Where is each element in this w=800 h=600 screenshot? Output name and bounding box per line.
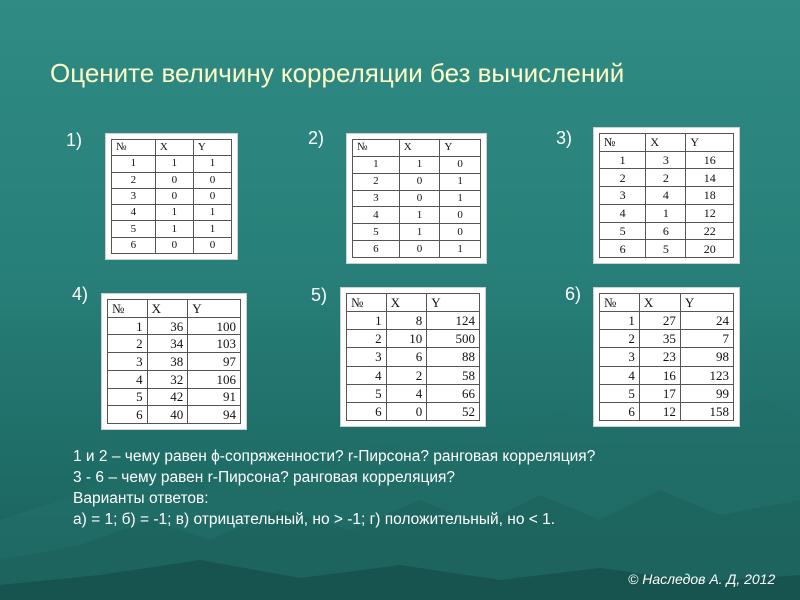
- table-row: [108, 353, 241, 371]
- header-no: №: [108, 300, 148, 318]
- cell: 0: [399, 173, 440, 190]
- header-y: Y: [188, 300, 241, 318]
- cell: 27: [639, 312, 680, 330]
- cell: 12: [639, 402, 680, 420]
- cell: 0: [193, 237, 231, 253]
- table-row: [112, 221, 232, 237]
- cell: 106: [188, 370, 241, 388]
- header-x: X: [155, 140, 193, 156]
- cell: 5: [600, 384, 640, 402]
- table-row: [353, 173, 481, 190]
- table-1-label: 1): [66, 130, 83, 150]
- table-row: [108, 317, 241, 335]
- table-5: [340, 287, 486, 427]
- cell: 10: [386, 330, 427, 348]
- cell: 1: [155, 156, 193, 172]
- cell: 0: [399, 241, 440, 258]
- table-row: [600, 402, 734, 420]
- table-3-label: 3): [556, 128, 573, 148]
- cell: 0: [440, 224, 481, 241]
- table-row: [600, 384, 734, 402]
- cell: 38: [147, 353, 188, 371]
- cell: 1: [440, 241, 481, 258]
- cell: 66: [427, 384, 480, 402]
- cell: 2: [600, 330, 640, 348]
- table-row: [600, 151, 734, 169]
- table-row: [108, 335, 241, 353]
- cell: 4: [112, 205, 156, 221]
- cell: 42: [147, 388, 188, 406]
- cell: 100: [188, 317, 241, 335]
- table-row: [347, 312, 480, 330]
- header-x: X: [386, 294, 427, 312]
- table-row: [112, 205, 232, 221]
- cell: 1: [155, 205, 193, 221]
- cell: 4: [386, 384, 427, 402]
- table-row: [347, 366, 480, 384]
- table-row: [600, 187, 734, 205]
- answer-options: а) = 1; б) = -1; в) отрицательный, но > -1; г) положительный, но < 1.: [73, 511, 556, 528]
- cell: 35: [639, 330, 680, 348]
- cell: 14: [686, 169, 734, 187]
- cell: 1: [193, 156, 231, 172]
- cell: 6: [112, 237, 156, 253]
- cell: 40: [147, 406, 188, 424]
- table-row: [108, 370, 241, 388]
- cell: 3: [347, 348, 387, 366]
- header-no: №: [600, 294, 640, 312]
- header-x: X: [399, 140, 440, 157]
- header-x: X: [639, 294, 680, 312]
- cell: 24: [680, 312, 733, 330]
- cell: 2: [600, 169, 646, 187]
- cell: 0: [155, 172, 193, 188]
- table-2-label: 2): [308, 128, 325, 148]
- cell: 0: [386, 402, 427, 420]
- cell: 1: [112, 156, 156, 172]
- table-row: [112, 172, 232, 188]
- cell: 2: [386, 366, 427, 384]
- cell: 3: [600, 348, 640, 366]
- cell: 16: [639, 366, 680, 384]
- table-row: [353, 156, 481, 173]
- table-4-label: 4): [72, 284, 89, 304]
- cell: 34: [147, 335, 188, 353]
- cell: 5: [112, 221, 156, 237]
- cell: 58: [427, 366, 480, 384]
- table-row: [347, 348, 480, 366]
- cell: 1: [399, 224, 440, 241]
- cell: 6: [600, 240, 646, 258]
- header-y: Y: [686, 134, 734, 152]
- cell: 3: [646, 151, 686, 169]
- cell: 0: [155, 237, 193, 253]
- table-2: [346, 133, 487, 264]
- cell: 6: [108, 406, 148, 424]
- cell: 0: [440, 207, 481, 224]
- header-y: Y: [427, 294, 480, 312]
- header-no: №: [112, 140, 156, 156]
- cell: 7: [680, 330, 733, 348]
- cell: 4: [108, 370, 148, 388]
- cell: 3: [112, 188, 156, 204]
- table-row: [108, 388, 241, 406]
- cell: 0: [155, 188, 193, 204]
- cell: 94: [188, 406, 241, 424]
- table-row: [347, 402, 480, 420]
- cell: 2: [347, 330, 387, 348]
- cell: 6: [600, 402, 640, 420]
- cell: 3: [600, 187, 646, 205]
- cell: 16: [686, 151, 734, 169]
- cell: 1: [440, 173, 481, 190]
- cell: 5: [108, 388, 148, 406]
- cell: 1: [440, 190, 481, 207]
- cell: 0: [440, 156, 481, 173]
- cell: 20: [686, 240, 734, 258]
- header-no: №: [353, 140, 400, 157]
- cell: 5: [600, 222, 646, 240]
- cell: 4: [347, 366, 387, 384]
- cell: 1: [600, 312, 640, 330]
- cell: 36: [147, 317, 188, 335]
- table-row: [600, 204, 734, 222]
- cell: 4: [353, 207, 400, 224]
- header-x: X: [646, 134, 686, 152]
- cell: 2: [112, 172, 156, 188]
- header-y: Y: [680, 294, 733, 312]
- table-row: [353, 241, 481, 258]
- table-row: [112, 188, 232, 204]
- table-row: [600, 312, 734, 330]
- header-no: №: [600, 134, 646, 152]
- table-1: [105, 133, 238, 260]
- header-y: Y: [193, 140, 231, 156]
- cell: 18: [686, 187, 734, 205]
- cell: 1: [399, 156, 440, 173]
- cell: 123: [680, 366, 733, 384]
- cell: 1: [353, 156, 400, 173]
- table-row: [600, 330, 734, 348]
- cell: 12: [686, 204, 734, 222]
- cell: 2: [108, 335, 148, 353]
- table-4: [101, 293, 247, 430]
- cell: 6: [386, 348, 427, 366]
- cell: 4: [646, 187, 686, 205]
- table-row: [600, 348, 734, 366]
- cell: 6: [353, 241, 400, 258]
- header-no: №: [347, 294, 387, 312]
- cell: 0: [193, 172, 231, 188]
- table-row: [600, 222, 734, 240]
- cell: 124: [427, 312, 480, 330]
- table-row: [347, 384, 480, 402]
- header-x: X: [147, 300, 188, 318]
- cell: 103: [188, 335, 241, 353]
- cell: 1: [399, 207, 440, 224]
- cell: 6: [646, 222, 686, 240]
- table-row: [347, 330, 480, 348]
- table-6: [593, 287, 740, 427]
- table-3: [593, 127, 740, 264]
- cell: 3: [108, 353, 148, 371]
- cell: 2: [646, 169, 686, 187]
- header-y: Y: [440, 140, 481, 157]
- table-5-label: 5): [311, 285, 328, 305]
- cell: 99: [680, 384, 733, 402]
- table-row: [353, 190, 481, 207]
- cell: 0: [399, 190, 440, 207]
- cell: 2: [353, 173, 400, 190]
- table-row: [600, 240, 734, 258]
- question-line-1: 1 и 2 – чему равен ϕ-сопряженности? r-Пирсона? ранговая корреляция?: [73, 448, 596, 465]
- table-row: [353, 207, 481, 224]
- cell: 97: [188, 353, 241, 371]
- table-row: [600, 366, 734, 384]
- answers-heading: Варианты ответов:: [73, 490, 209, 507]
- cell: 158: [680, 402, 733, 420]
- table-row: [108, 406, 241, 424]
- table-row: [112, 237, 232, 253]
- cell: 6: [347, 402, 387, 420]
- cell: 1: [600, 151, 646, 169]
- cell: 8: [386, 312, 427, 330]
- cell: 0: [193, 188, 231, 204]
- cell: 4: [600, 204, 646, 222]
- cell: 1: [193, 221, 231, 237]
- cell: 1: [155, 221, 193, 237]
- cell: 1: [193, 205, 231, 221]
- cell: 88: [427, 348, 480, 366]
- slide-title: Оцените величину корреляции без вычислений: [50, 58, 625, 88]
- question-line-2: 3 - 6 – чему равен r-Пирсона? ранговая корреляция?: [73, 469, 456, 486]
- copyright: © Наследов А. Д, 2012: [628, 571, 776, 587]
- cell: 17: [639, 384, 680, 402]
- cell: 1: [646, 204, 686, 222]
- cell: 91: [188, 388, 241, 406]
- table-row: [112, 156, 232, 172]
- cell: 22: [686, 222, 734, 240]
- cell: 5: [347, 384, 387, 402]
- cell: 98: [680, 348, 733, 366]
- cell: 4: [600, 366, 640, 384]
- cell: 52: [427, 402, 480, 420]
- cell: 23: [639, 348, 680, 366]
- cell: 500: [427, 330, 480, 348]
- cell: 5: [353, 224, 400, 241]
- cell: 3: [353, 190, 400, 207]
- cell: 1: [347, 312, 387, 330]
- cell: 1: [108, 317, 148, 335]
- table-6-label: 6): [565, 284, 582, 304]
- cell: 5: [646, 240, 686, 258]
- cell: 32: [147, 370, 188, 388]
- table-row: [353, 224, 481, 241]
- table-row: [600, 169, 734, 187]
- questions-block: [73, 446, 773, 530]
